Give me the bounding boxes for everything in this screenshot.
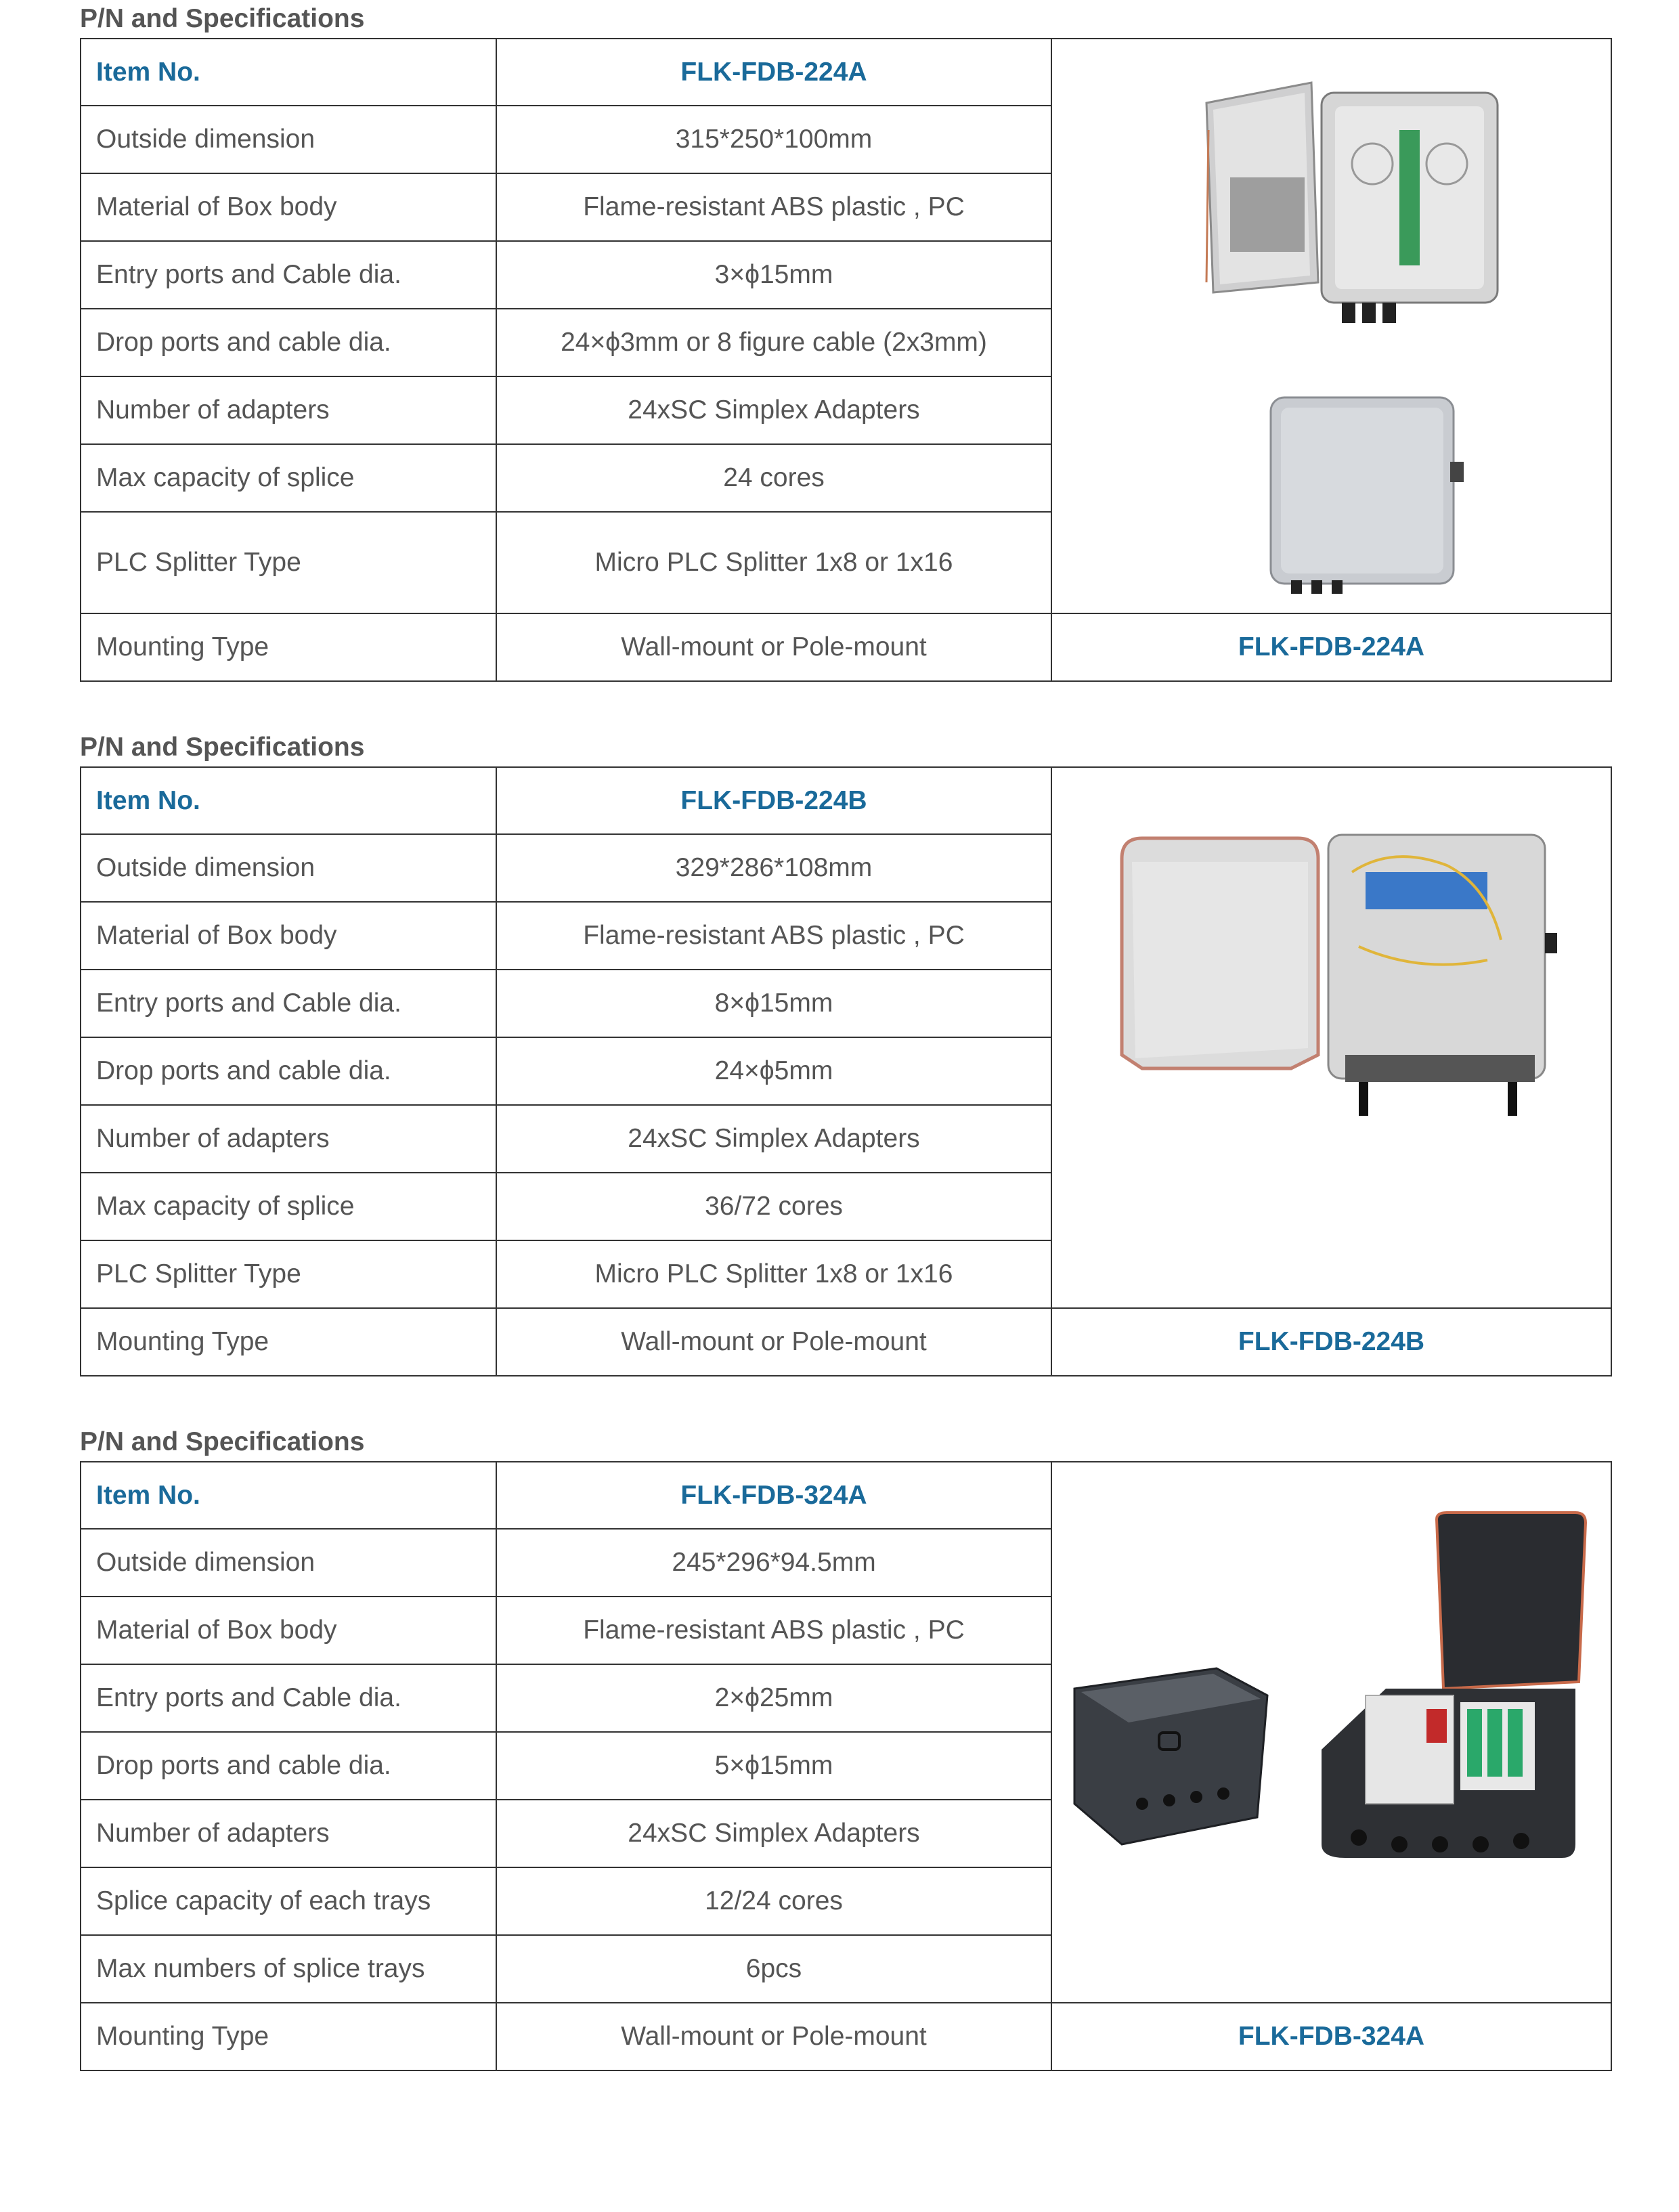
mounting-value: Wall-mount or Pole-mount: [496, 613, 1051, 681]
table-row: [81, 767, 1611, 834]
spec-value: 5×ϕ15mm: [496, 1732, 1051, 1800]
spec-value: 12/24 cores: [496, 1867, 1051, 1935]
spec-label: Entry ports and Cable dia.: [81, 1664, 496, 1732]
spec-label: Max numbers of splice trays: [81, 1935, 496, 2003]
product-image-closed-box: [1271, 397, 1464, 594]
product-image-open-box: [1068, 56, 1596, 597]
spec-label: Material of Box body: [81, 902, 496, 970]
section-title: P/N and Specifications: [80, 4, 365, 33]
spec-value: Flame-resistant ABS plastic , PC: [496, 173, 1051, 241]
spec-label: Number of adapters: [81, 1105, 496, 1173]
spec-label: Entry ports and Cable dia.: [81, 970, 496, 1037]
spec-value: Micro PLC Splitter 1x8 or 1x16: [496, 512, 1051, 613]
spec-table: [80, 38, 1612, 682]
product-image-cell: [1051, 1462, 1611, 2003]
spec-label: PLC Splitter Type: [81, 512, 496, 613]
spec-value: 24×ϕ3mm or 8 figure cable (2x3mm): [496, 309, 1051, 376]
product-image-closed-and-open-box: [1061, 1465, 1602, 2000]
model-caption: FLK-FDB-324A: [1051, 2003, 1611, 2070]
spec-label: Outside dimension: [81, 834, 496, 902]
item-no-label: Item No.: [81, 767, 496, 834]
mounting-label: Mounting Type: [81, 613, 496, 681]
spec-value: Micro PLC Splitter 1x8 or 1x16: [496, 1240, 1051, 1308]
spec-value: 315*250*100mm: [496, 106, 1051, 173]
spec-label: Outside dimension: [81, 1529, 496, 1597]
table-row: [81, 1308, 1611, 1376]
spec-label: Entry ports and Cable dia.: [81, 241, 496, 309]
spec-value: Flame-resistant ABS plastic , PC: [496, 1597, 1051, 1664]
spec-value: 24×ϕ5mm: [496, 1037, 1051, 1105]
spec-value: 24xSC Simplex Adapters: [496, 1105, 1051, 1173]
spec-label: Drop ports and cable dia.: [81, 309, 496, 376]
item-no-value: FLK-FDB-324A: [496, 1462, 1051, 1529]
spec-label: Number of adapters: [81, 1800, 496, 1867]
mounting-label: Mounting Type: [81, 2003, 496, 2070]
spec-value: 24 cores: [496, 444, 1051, 512]
spec-label: Number of adapters: [81, 376, 496, 444]
spec-table: [80, 1461, 1612, 2071]
product-image-cell: [1051, 39, 1611, 613]
mounting-label: Mounting Type: [81, 1308, 496, 1376]
section-title: P/N and Specifications: [80, 1427, 365, 1456]
spec-section-3: [80, 1423, 1592, 2100]
spec-value: 2×ϕ25mm: [496, 1664, 1051, 1732]
spec-value: 24xSC Simplex Adapters: [496, 1800, 1051, 1867]
spec-label: Splice capacity of each trays: [81, 1867, 496, 1935]
spec-value: 8×ϕ15mm: [496, 970, 1051, 1037]
spec-table: [80, 766, 1612, 1376]
table-row: [81, 1462, 1611, 1529]
product-image-cell: [1051, 767, 1611, 1308]
spec-label: Outside dimension: [81, 106, 496, 173]
table-row: [81, 39, 1611, 106]
spec-value: 329*286*108mm: [496, 834, 1051, 902]
mounting-value: Wall-mount or Pole-mount: [496, 1308, 1051, 1376]
product-image-open-box: [1068, 771, 1596, 1305]
spec-value: 6pcs: [496, 1935, 1051, 2003]
spec-label: Drop ports and cable dia.: [81, 1732, 496, 1800]
spec-value: 3×ϕ15mm: [496, 241, 1051, 309]
mounting-value: Wall-mount or Pole-mount: [496, 2003, 1051, 2070]
section-title: P/N and Specifications: [80, 733, 365, 762]
item-no-value: FLK-FDB-224B: [496, 767, 1051, 834]
table-row: [81, 613, 1611, 681]
spec-value: 245*296*94.5mm: [496, 1529, 1051, 1597]
spec-section-1: [80, 0, 1592, 677]
spec-label: PLC Splitter Type: [81, 1240, 496, 1308]
spec-label: Max capacity of splice: [81, 444, 496, 512]
table-row: [81, 2003, 1611, 2070]
spec-label: Material of Box body: [81, 1597, 496, 1664]
spec-value: Flame-resistant ABS plastic , PC: [496, 902, 1051, 970]
spec-label: Drop ports and cable dia.: [81, 1037, 496, 1105]
spec-section-2: [80, 729, 1592, 1379]
item-no-label: Item No.: [81, 1462, 496, 1529]
model-caption: FLK-FDB-224B: [1051, 1308, 1611, 1376]
spec-label: Material of Box body: [81, 173, 496, 241]
model-caption: FLK-FDB-224A: [1051, 613, 1611, 681]
item-no-value: FLK-FDB-224A: [496, 39, 1051, 106]
spec-value: 24xSC Simplex Adapters: [496, 376, 1051, 444]
item-no-label: Item No.: [81, 39, 496, 106]
spec-value: 36/72 cores: [496, 1173, 1051, 1240]
spec-label: Max capacity of splice: [81, 1173, 496, 1240]
